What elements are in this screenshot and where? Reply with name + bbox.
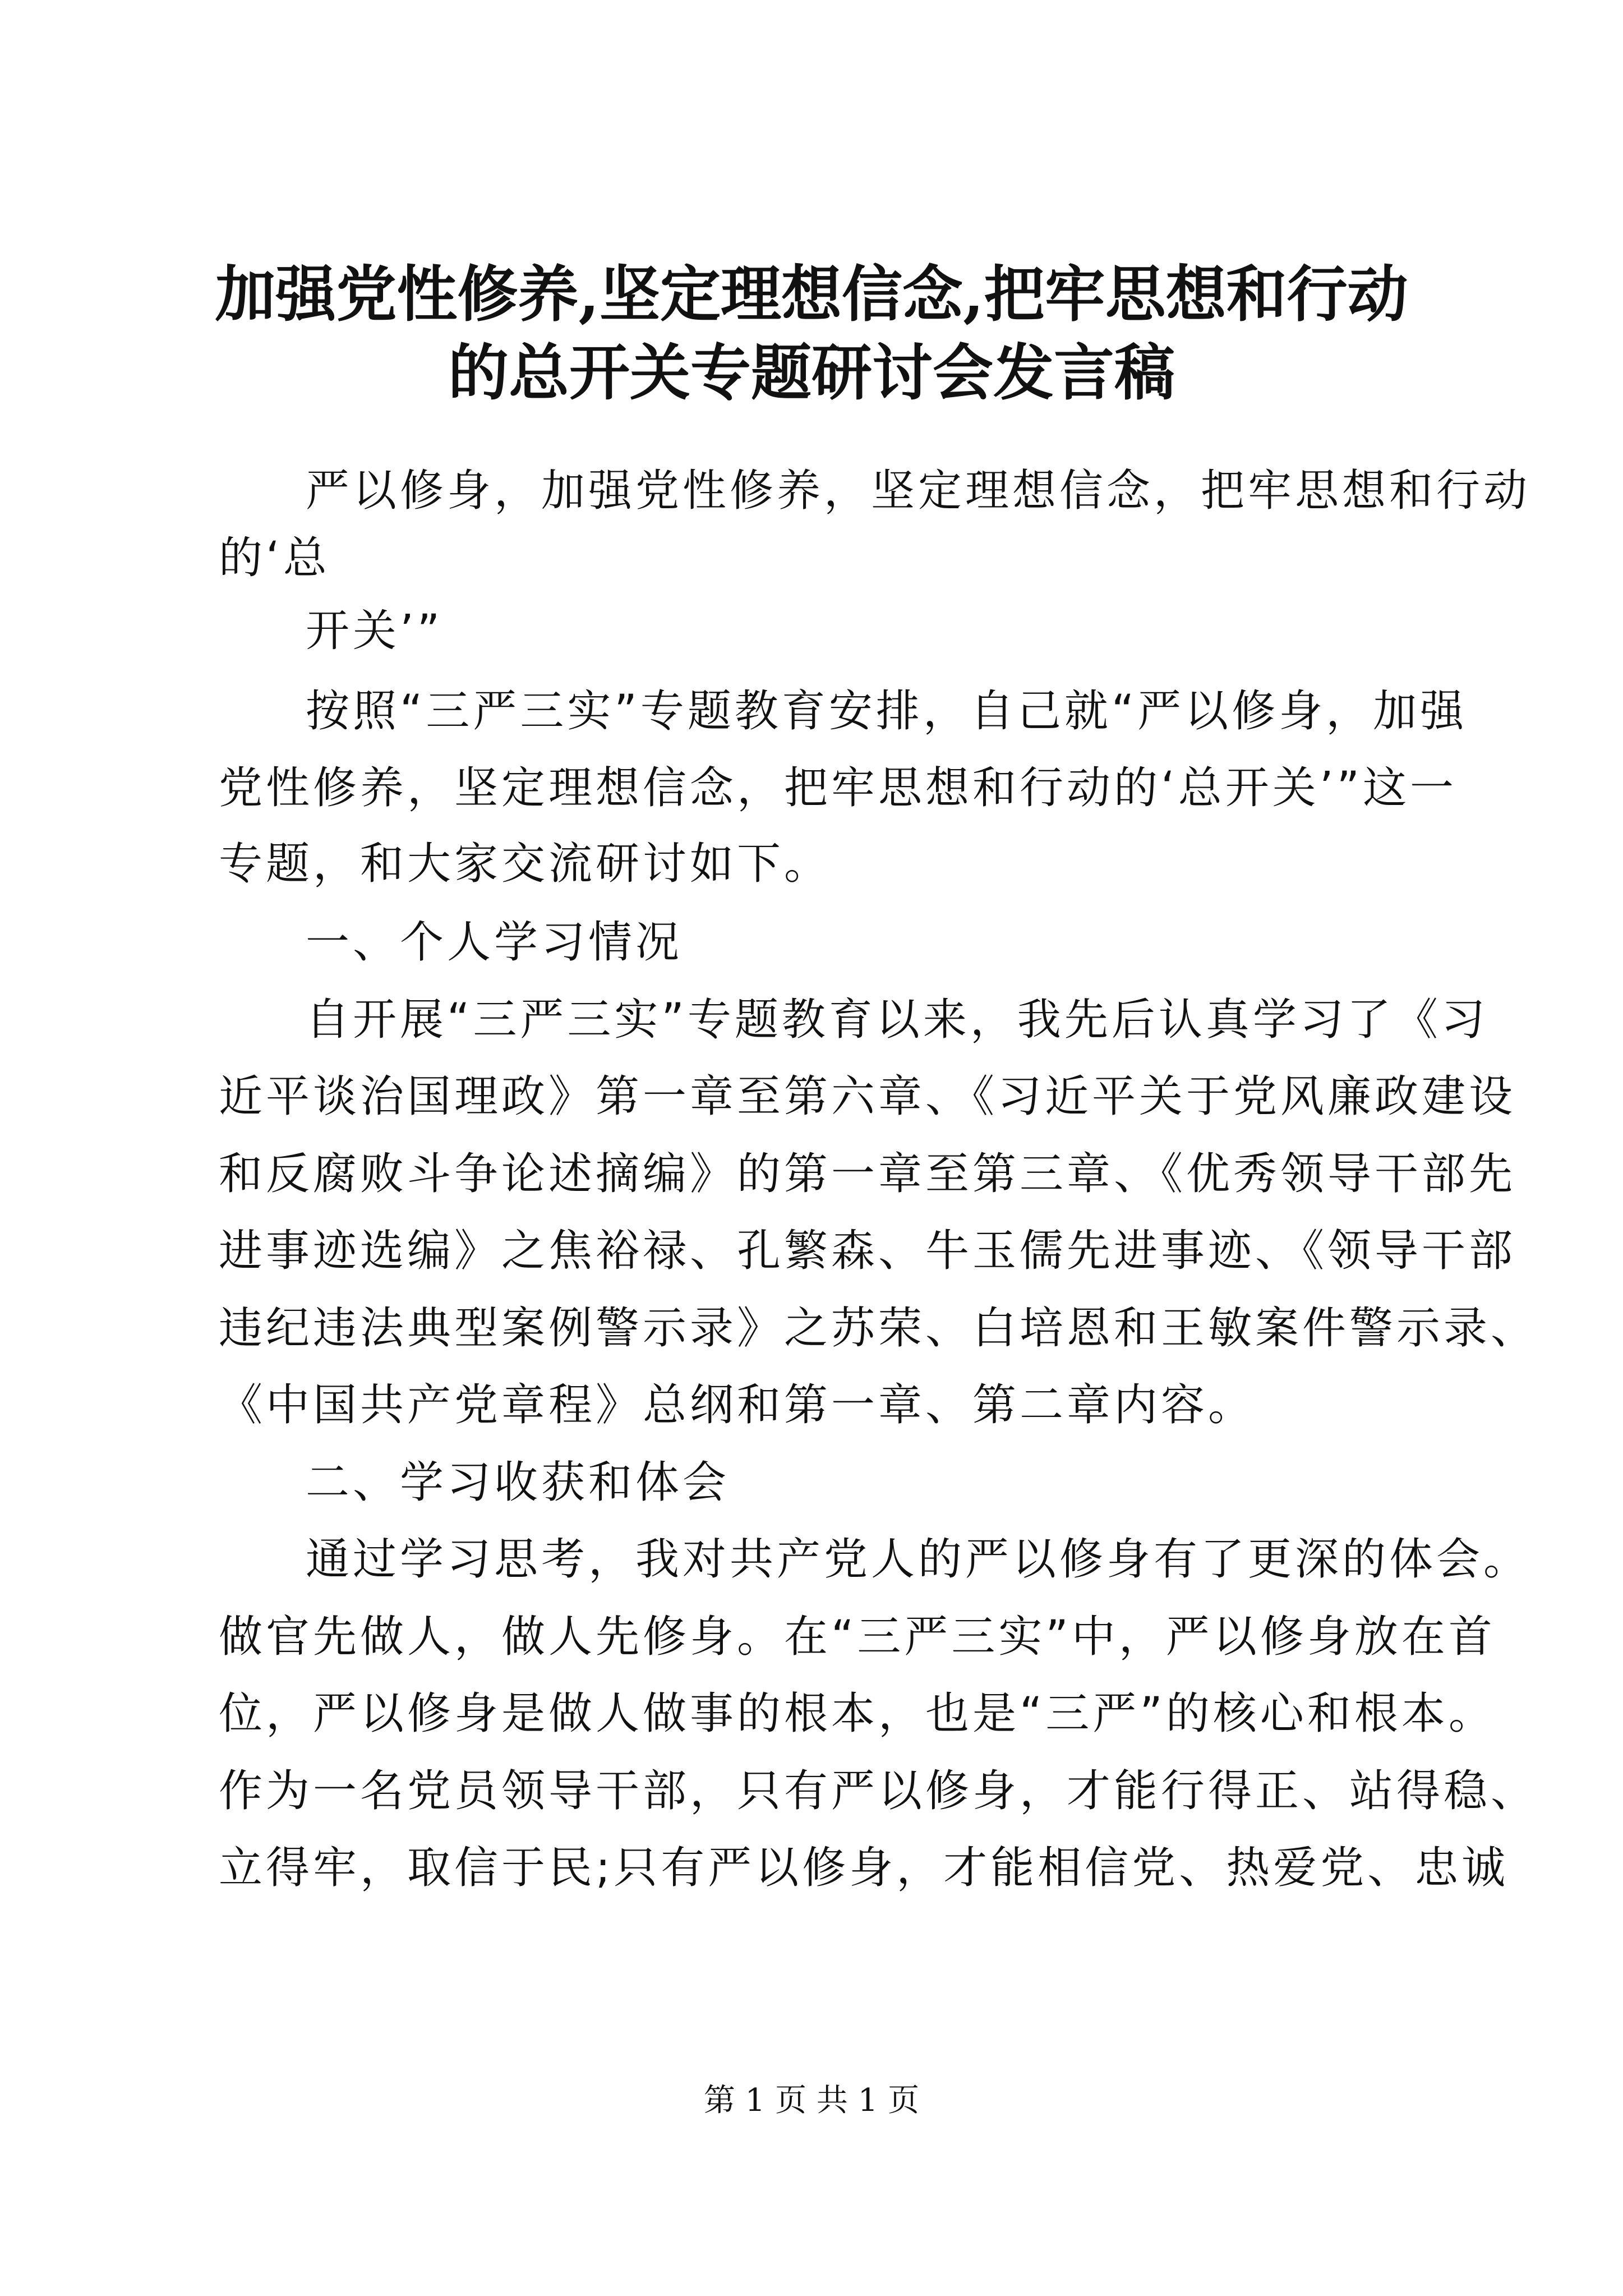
body-line: 党性修养，坚定理想信念，把牢思想和行动的‘总开关’”这一 xyxy=(219,763,1457,813)
body-line: 和反腐败斗争论述摘编》的第一章至第三章、《优秀领导干部先 xyxy=(219,1149,1516,1199)
body-line: 位，严以修身是做人做事的根本，也是“三严”的核心和根本。 xyxy=(219,1688,1496,1739)
body-line: 的‘总 xyxy=(219,533,330,583)
body-line: 作为一名党员领导干部，只有严以修身，才能行得正、站得稳、 xyxy=(219,1766,1538,1816)
page-footer: 第 1 页 共 1 页 xyxy=(703,2082,920,2119)
body-line: 做官先做人，做人先修身。在“三严三实”中，严以修身放在首 xyxy=(219,1612,1496,1662)
body-line: 专题，和大家交流研讨如下。 xyxy=(219,839,832,889)
document-title-line-2: 的总开关专题研讨会发言稿 xyxy=(448,338,1175,408)
body-line: 按照“三严三实”专题教育安排，自己就“严以修身，加强 xyxy=(306,686,1468,737)
body-line: 《中国共产党章程》总纲和第一章、第二章内容。 xyxy=(219,1380,1256,1430)
body-line: 通过学习思考，我对共产党人的严以修身有了更深的体会。 xyxy=(306,1534,1531,1585)
document-title-line-1: 加强党性修养,坚定理想信念,把牢思想和行动 xyxy=(215,259,1408,330)
section-heading-2: 二、学习收获和体会 xyxy=(306,1457,730,1508)
body-line: 严以修身，加强党性修养，坚定理想信念，把牢思想和行动 xyxy=(306,466,1531,516)
body-line: 近平谈治国理政》第一章至第六章、《习近平关于党风廉政建设 xyxy=(219,1071,1516,1122)
body-line: 开关’” xyxy=(306,606,444,656)
body-line: 立得牢，取信于民;只有严以修身，才能相信党、热爱党、忠诚 xyxy=(219,1843,1509,1893)
section-heading-1: 一、个人学习情况 xyxy=(306,917,683,968)
body-line: 违纪违法典型案例警示录》之苏荣、白培恩和王敏案件警示录、 xyxy=(219,1303,1538,1354)
body-line: 自开展“三严三实”专题教育以来，我先后认真学习了《习 xyxy=(306,995,1488,1045)
body-line: 进事迹选编》之焦裕禄、孔繁森、牛玉儒先进事迹、《领导干部 xyxy=(219,1226,1516,1276)
